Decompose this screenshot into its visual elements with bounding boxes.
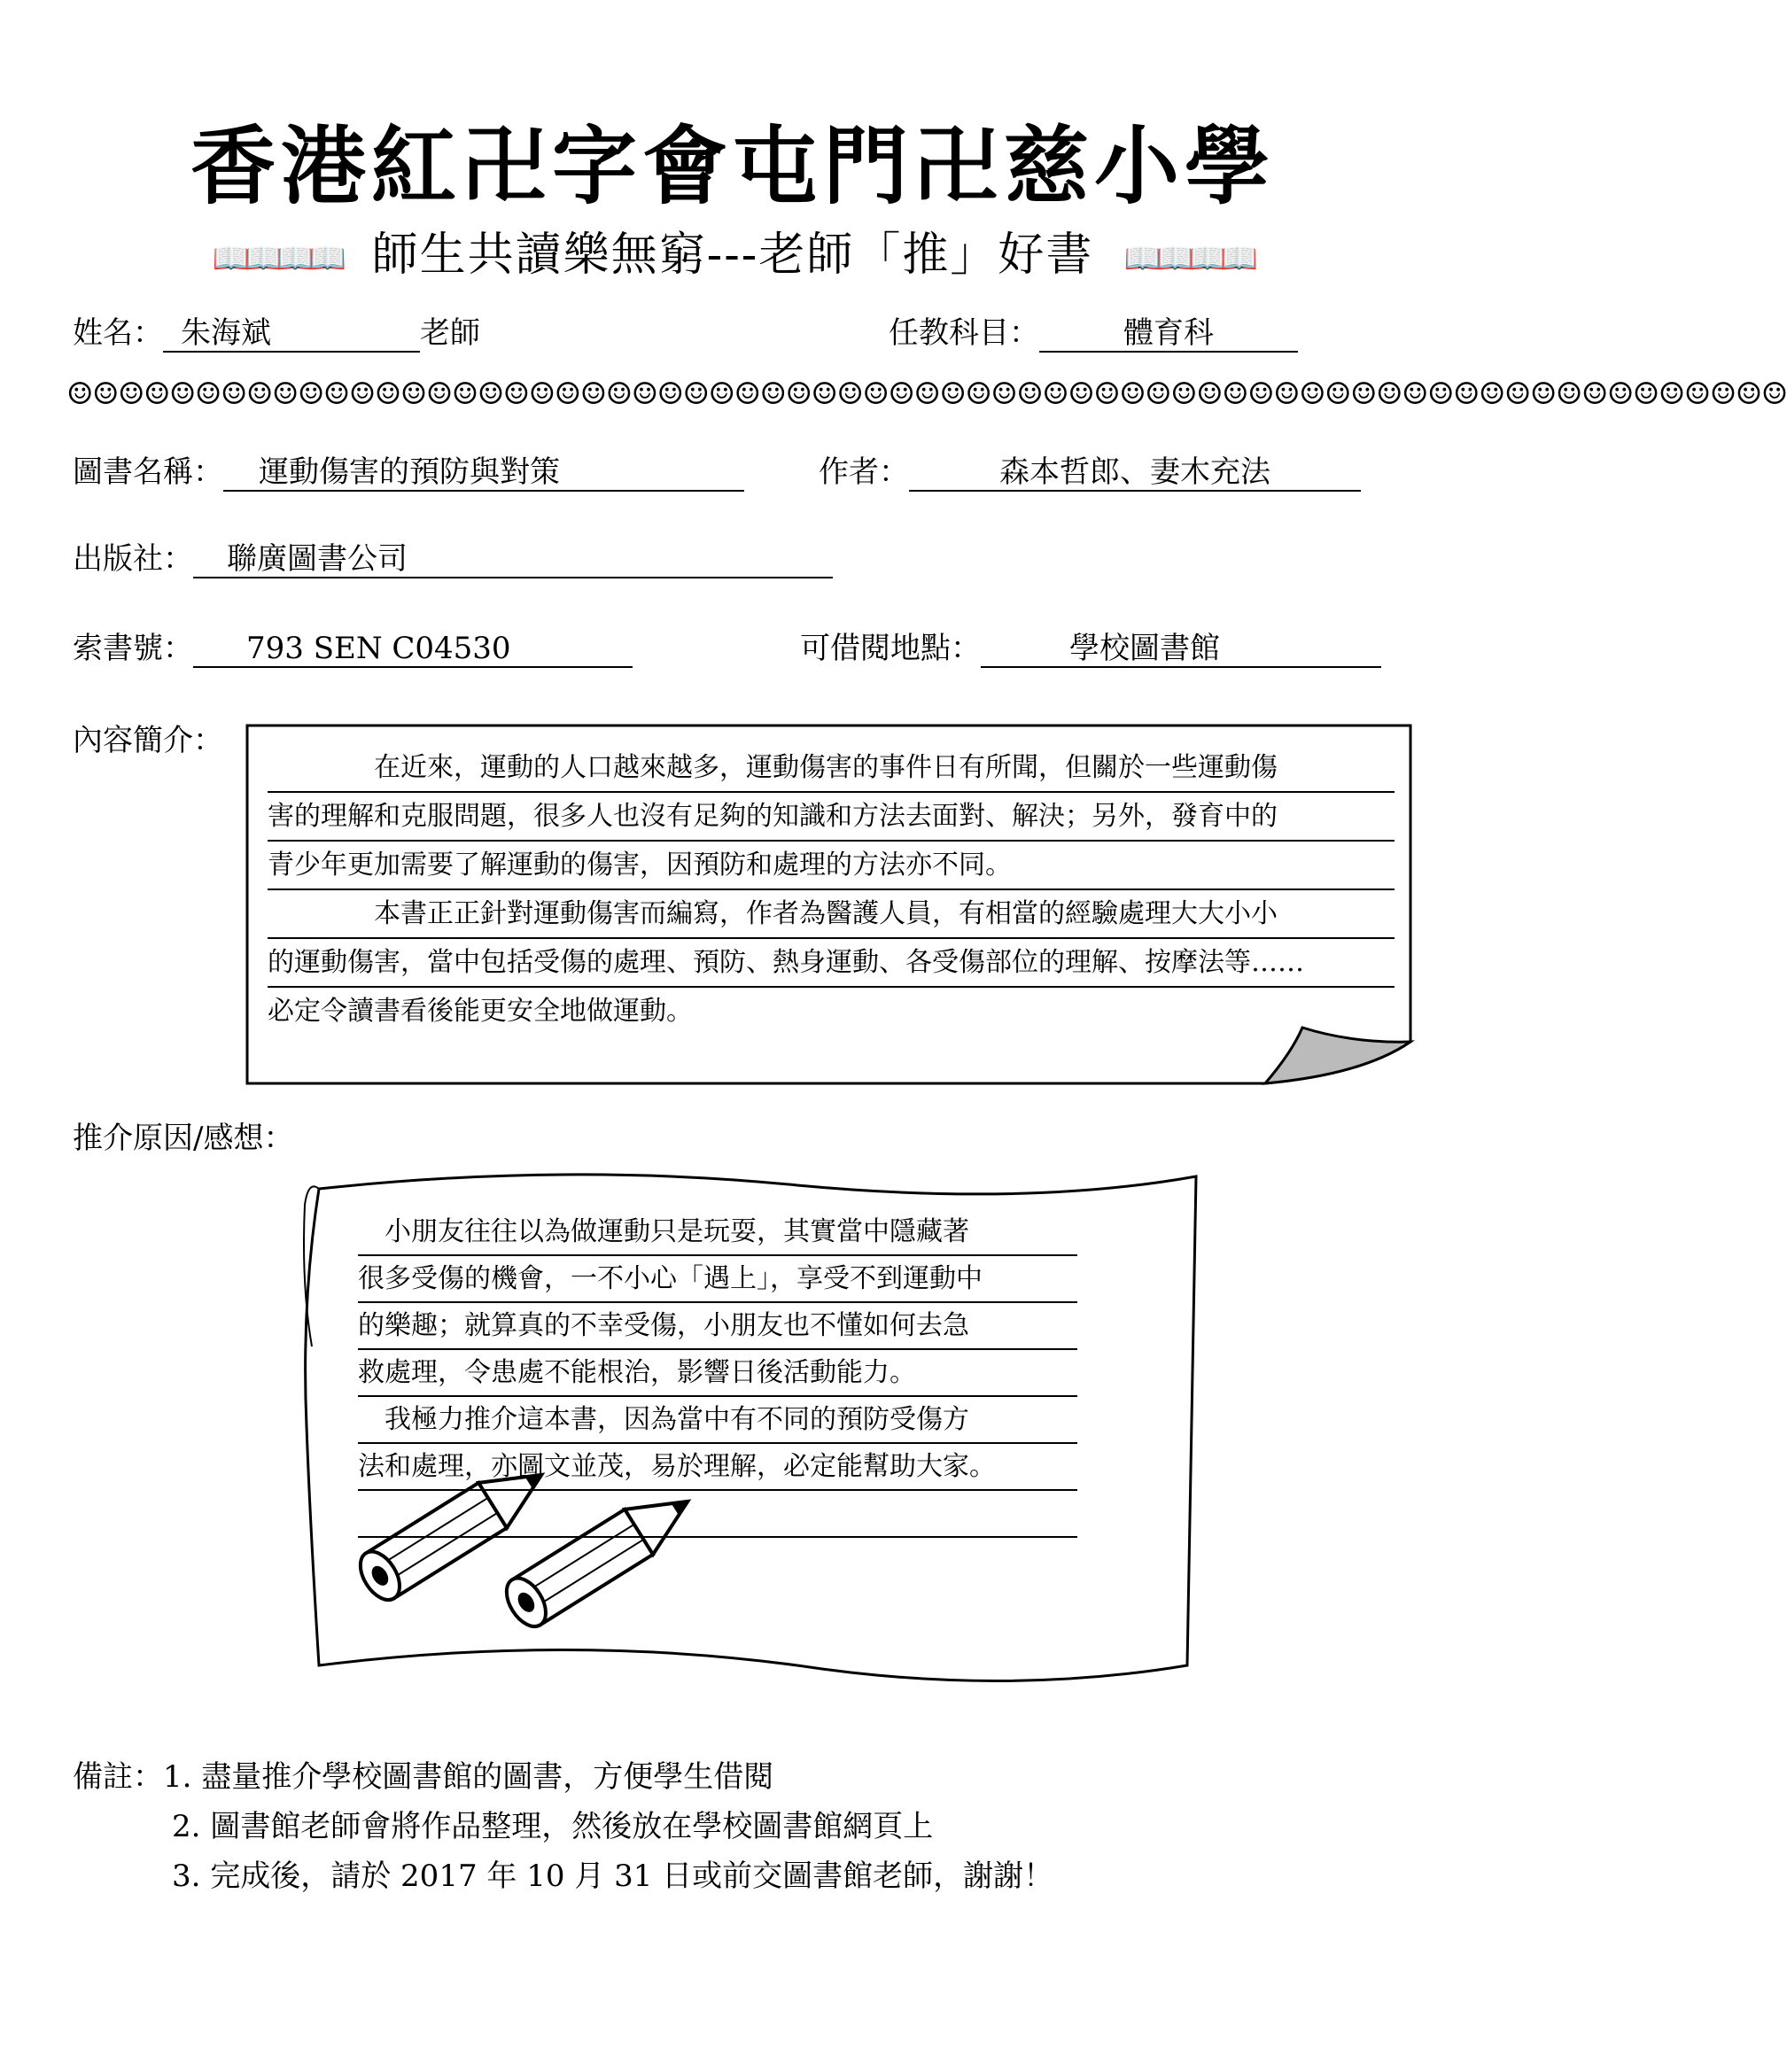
subtitle-text: 師生共讀樂無窮---老師「推」好書: [371, 229, 1094, 282]
teacher-name-value: 朱海斌: [163, 316, 420, 353]
publisher-value: 聯廣圖書公司: [193, 542, 833, 578]
school-name: 香港紅卍字會屯門卍慈小學: [190, 116, 1275, 216]
book-icon: 📖📖📖📖: [212, 240, 342, 276]
form-subtitle: [0, 217, 1465, 283]
publisher-field: [73, 534, 833, 578]
summary-label: 內容簡介：: [73, 723, 223, 758]
reason-line: 小朋友往往以為做運動只是玩耍，其實當中隱藏著: [358, 1209, 1077, 1256]
location-field: [800, 624, 1381, 668]
summary-line: 必定令讀書看後能更安全地做運動。: [268, 996, 693, 1027]
author-field: [819, 447, 1361, 492]
book-title-value: 運動傷害的預防與對策: [223, 455, 744, 492]
location-value: 學校圖書館: [981, 632, 1381, 668]
author-value: 森本哲郎、妻木充法: [909, 455, 1361, 492]
author-label: 作者：: [819, 454, 909, 490]
note-item: 1. 盡量推介學校圖書館的圖書，方便學生借閱: [163, 1759, 774, 1795]
subject-label: 任教科目：: [889, 315, 1039, 351]
book-icon: 📖📖📖📖: [1123, 240, 1254, 276]
name-label: 姓名：: [73, 315, 163, 351]
teacher-suffix: 老師: [420, 315, 480, 351]
book-title-field: [73, 447, 744, 492]
reason-line: 救處理，令患處不能根治，影響日後活動能力。: [358, 1350, 1077, 1397]
reason-line: 法和處理，亦圖文並茂，易於理解，必定能幫助大家。: [358, 1444, 1077, 1491]
notes-label: 備註：: [73, 1759, 163, 1795]
summary-text: [268, 744, 1395, 1035]
note-item: 3. 完成後，請於 2017 年 10 月 31 日或前交圖書館老師，謝謝！: [172, 1859, 1054, 1894]
summary-line: 本書正正針對運動傷害而編寫，作者為醫護人員，有相當的經驗處理大大小小: [268, 890, 1395, 939]
summary-line: 在近來，運動的人口越來越多，運動傷害的事件日有所聞，但關於一些運動傷: [268, 744, 1395, 793]
reason-line: 很多受傷的機會，一不小心「遇上」，享受不到運動中: [358, 1256, 1077, 1303]
reason-line: 我極力推介這本書，因為當中有不同的預防受傷方: [358, 1397, 1077, 1444]
subject-field: [889, 308, 1298, 353]
publisher-label: 出版社：: [73, 541, 193, 577]
notes-section: [73, 1752, 1053, 1901]
call-number-value: 793 SEN C04530: [193, 632, 633, 668]
call-number-label: 索書號：: [73, 631, 193, 666]
call-number-field: [73, 624, 633, 668]
summary-line: 害的理解和克服問題，很多人也沒有足夠的知識和方法去面對、解決；另外，發育中的: [268, 793, 1395, 842]
book-title-label: 圖書名稱：: [73, 454, 223, 490]
subject-value: 體育科: [1039, 316, 1298, 353]
summary-line: 的運動傷害，當中包括受傷的處理、預防、熱身運動、各受傷部位的理解、按摩法等……: [268, 939, 1395, 988]
reason-line: 的樂趣；就算真的不幸受傷，小朋友也不懂如何去急: [358, 1303, 1077, 1350]
reason-label: 推介原因/感想：: [73, 1121, 294, 1156]
teacher-name-field: [73, 308, 480, 353]
reason-text: [358, 1209, 1077, 1538]
note-item: 2. 圖書館老師會將作品整理，然後放在學校圖書館網頁上: [172, 1809, 934, 1844]
summary-line: 青少年更加需要了解運動的傷害，因預防和處理的方法亦不同。: [268, 842, 1395, 890]
location-label: 可借閱地點：: [800, 631, 981, 666]
smiley-divider: ☺☺☺☺☺☺☺☺☺☺☺☺☺☺☺☺☺☺☺☺☺☺☺☺☺☺☺☺☺☺☺☺☺☺☺☺☺☺☺☺☺☺☺☺☺☺☺☺☺☺☺☺☺☺☺☺☺☺☺☺☺☺☺☺☺☺☺: [66, 376, 1787, 412]
reason-line: [358, 1491, 1077, 1538]
